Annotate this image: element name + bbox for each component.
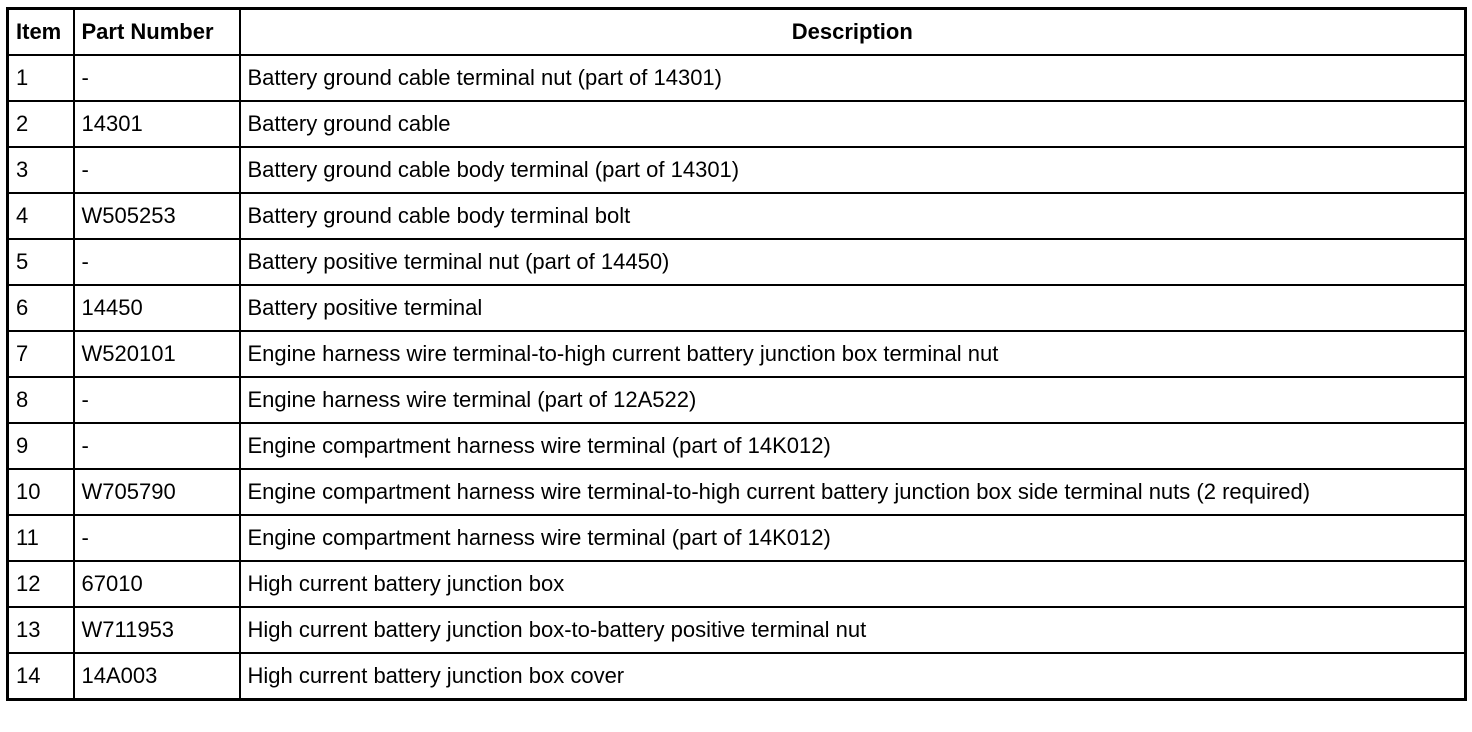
description-cell: Engine compartment harness wire terminal (part of 14K012) [240,423,1466,469]
description-cell: Battery ground cable terminal nut (part of 14301) [240,55,1466,101]
table-row [8,193,1466,239]
table-row [8,377,1466,423]
part-number-cell: W505253 [74,193,240,239]
table-row [8,55,1466,101]
parts-table-container [6,7,1467,701]
table-row [8,239,1466,285]
item-cell: 3 [8,147,74,193]
table-row [8,607,1466,653]
part-number-cell: - [74,423,240,469]
table-row [8,147,1466,193]
item-cell: 14 [8,653,74,700]
parts-table [6,7,1467,701]
item-cell: 10 [8,469,74,515]
table-row [8,469,1466,515]
table-header-row [8,9,1466,56]
item-cell: 4 [8,193,74,239]
description-cell: Engine compartment harness wire terminal (part of 14K012) [240,515,1466,561]
column-header-item: Item [8,9,74,56]
column-header-part-number: Part Number [74,9,240,56]
description-cell: Battery ground cable body terminal bolt [240,193,1466,239]
item-cell: 5 [8,239,74,285]
item-cell: 9 [8,423,74,469]
item-cell: 11 [8,515,74,561]
description-cell: Engine harness wire terminal-to-high current battery junction box terminal nut [240,331,1466,377]
description-cell: High current battery junction box cover [240,653,1466,700]
part-number-cell: - [74,239,240,285]
table-row [8,515,1466,561]
description-cell: Engine harness wire terminal (part of 12A522) [240,377,1466,423]
table-row [8,101,1466,147]
item-cell: 7 [8,331,74,377]
item-cell: 12 [8,561,74,607]
description-cell: Battery positive terminal nut (part of 14450) [240,239,1466,285]
part-number-cell: 14450 [74,285,240,331]
table-row [8,331,1466,377]
part-number-cell: 14301 [74,101,240,147]
part-number-cell: - [74,377,240,423]
description-cell: Engine compartment harness wire terminal-to-high current battery junction box side terminal nuts (2 required) [240,469,1466,515]
part-number-cell: 14A003 [74,653,240,700]
column-header-description: Description [240,9,1466,56]
description-cell: High current battery junction box-to-battery positive terminal nut [240,607,1466,653]
item-cell: 8 [8,377,74,423]
part-number-cell: W520101 [74,331,240,377]
item-cell: 6 [8,285,74,331]
description-cell: High current battery junction box [240,561,1466,607]
description-cell: Battery positive terminal [240,285,1466,331]
part-number-cell: W705790 [74,469,240,515]
part-number-cell: - [74,515,240,561]
description-cell: Battery ground cable body terminal (part of 14301) [240,147,1466,193]
table-row [8,561,1466,607]
table-row [8,285,1466,331]
item-cell: 1 [8,55,74,101]
item-cell: 13 [8,607,74,653]
description-cell: Battery ground cable [240,101,1466,147]
table-row [8,423,1466,469]
part-number-cell: W711953 [74,607,240,653]
item-cell: 2 [8,101,74,147]
part-number-cell: 67010 [74,561,240,607]
part-number-cell: - [74,147,240,193]
table-row [8,653,1466,700]
part-number-cell: - [74,55,240,101]
